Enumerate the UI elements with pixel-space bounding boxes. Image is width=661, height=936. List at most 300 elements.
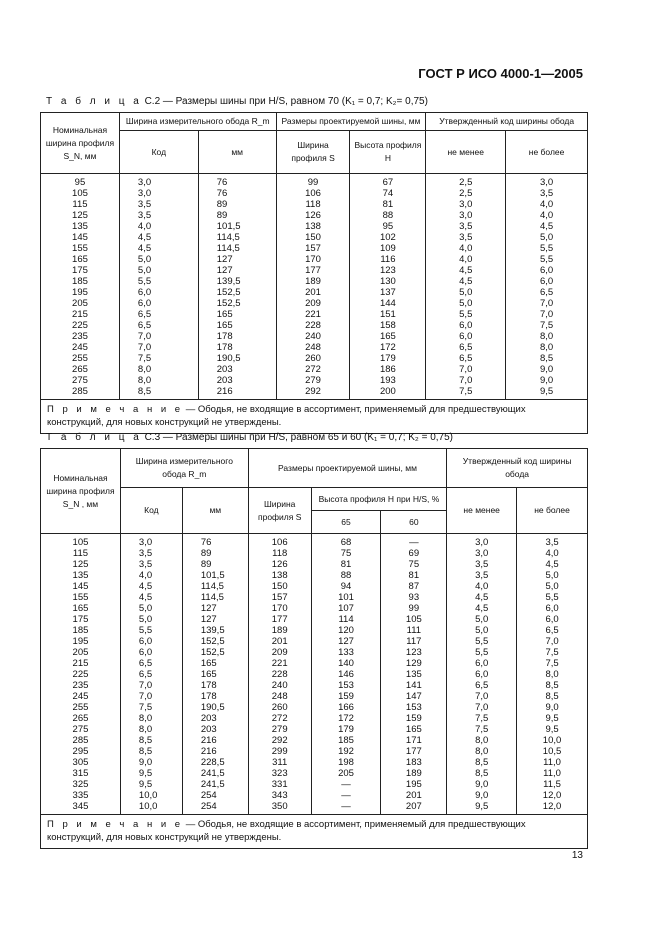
table-cell: 228,5 [182, 757, 248, 768]
table-row [41, 779, 588, 790]
table-cell: 139,5 [182, 625, 248, 636]
table-cell: 6,0 [517, 603, 588, 614]
table-cell: 8,5 [447, 757, 517, 768]
table-cell: 203 [182, 724, 248, 735]
table-cell: 7,5 [119, 353, 198, 364]
table3-header-rim-mm: мм [182, 488, 248, 534]
table-row [41, 265, 588, 276]
table-cell: 155 [41, 592, 121, 603]
table-row [41, 658, 588, 669]
table-cell: 8,5 [517, 691, 588, 702]
table-row [41, 614, 588, 625]
table-row [41, 724, 588, 735]
table-cell: 7,0 [120, 680, 182, 691]
table-cell: 315 [41, 768, 121, 779]
table-cell: 4,5 [506, 221, 588, 232]
table-cell: 81 [381, 570, 447, 581]
table-cell: 118 [276, 199, 350, 210]
table-cell: 209 [248, 647, 311, 658]
table-cell: 105 [381, 614, 447, 625]
table-cell: 12,0 [517, 790, 588, 801]
table-cell: 201 [276, 287, 350, 298]
table-cell: 185 [311, 735, 381, 746]
table-cell: 5,5 [506, 243, 588, 254]
table-cell: 245 [41, 691, 121, 702]
table-cell: 114,5 [198, 232, 276, 243]
table-cell: 6,5 [447, 680, 517, 691]
table3-caption: Т а б л и ц а С.3 — Размеры шины при H/S, равном 65 и 60 (K₁ = 0,7; K₂ = 0,75) [46, 432, 453, 443]
table3-header-design: Размеры проектируемой шины, мм [248, 449, 447, 488]
table-cell: 7,5 [517, 647, 588, 658]
table-cell: 292 [248, 735, 311, 746]
table-cell: 127 [182, 614, 248, 625]
table-cell: 299 [248, 746, 311, 757]
table-cell: 205 [41, 298, 120, 309]
page-number: 13 [571, 850, 583, 861]
table-row [41, 713, 588, 724]
table-cell: 254 [182, 790, 248, 801]
table-cell: 8,5 [120, 746, 182, 757]
table-row [41, 364, 588, 375]
table-cell: 195 [41, 287, 120, 298]
table-cell: 7,0 [120, 691, 182, 702]
table-cell: 5,0 [517, 570, 588, 581]
table-cell: 203 [182, 713, 248, 724]
table-cell: 81 [350, 199, 426, 210]
table-cell: 157 [276, 243, 350, 254]
table-cell: 3,0 [506, 174, 588, 189]
table-cell: 2,5 [426, 188, 506, 199]
table-cell: 185 [41, 625, 121, 636]
table-row [41, 534, 588, 549]
table-cell: 225 [41, 320, 120, 331]
table2-header-rim-code: Код [119, 131, 198, 174]
table-cell: 203 [198, 375, 276, 386]
table-cell: 9,0 [506, 375, 588, 386]
table-row [41, 243, 588, 254]
table-cell: 198 [311, 757, 381, 768]
table-cell: 189 [248, 625, 311, 636]
table-cell: 178 [198, 331, 276, 342]
table-cell: 133 [311, 647, 381, 658]
table-cell: 5,0 [447, 614, 517, 625]
table-cell: 189 [381, 768, 447, 779]
table-cell: 138 [248, 570, 311, 581]
table-cell: 177 [381, 746, 447, 757]
table-cell: 228 [248, 669, 311, 680]
table-cell: 76 [198, 174, 276, 189]
table-cell: 9,0 [120, 757, 182, 768]
table-cell: 5,5 [506, 254, 588, 265]
table-cell: 8,0 [120, 724, 182, 735]
table-cell: 7,0 [517, 636, 588, 647]
table-cell: 335 [41, 790, 121, 801]
table-row [41, 199, 588, 210]
table-cell: 9,0 [517, 702, 588, 713]
table-cell: 8,5 [119, 386, 198, 400]
table2 [40, 112, 588, 434]
table-cell: 10,0 [120, 790, 182, 801]
table-cell: 140 [311, 658, 381, 669]
table-cell: 127 [198, 265, 276, 276]
table-cell: 6,0 [506, 265, 588, 276]
table-cell: 165 [182, 669, 248, 680]
table-cell: 8,0 [506, 342, 588, 353]
table-cell: 101,5 [182, 570, 248, 581]
table-cell: 127 [182, 603, 248, 614]
table-cell: 3,5 [447, 559, 517, 570]
table-cell: 190,5 [182, 702, 248, 713]
table-cell: 123 [381, 647, 447, 658]
table-row [41, 768, 588, 779]
table-cell: 2,5 [426, 174, 506, 189]
table3-header-height: Высота профиля H при H/S, % [311, 488, 447, 511]
table-row [41, 669, 588, 680]
table-cell: 165 [198, 320, 276, 331]
table-cell: 11,0 [517, 757, 588, 768]
table-cell: 101 [311, 592, 381, 603]
table-cell: 152,5 [182, 636, 248, 647]
table-row [41, 581, 588, 592]
table-cell: 343 [248, 790, 311, 801]
table-cell: 153 [381, 702, 447, 713]
table-cell: 159 [381, 713, 447, 724]
table-cell: 81 [311, 559, 381, 570]
table-cell: 158 [350, 320, 426, 331]
table-cell: 3,0 [447, 548, 517, 559]
table-cell: 88 [311, 570, 381, 581]
table-cell: 89 [182, 548, 248, 559]
table-cell: 6,5 [119, 309, 198, 320]
table-cell: 89 [198, 210, 276, 221]
table-cell: 137 [350, 287, 426, 298]
table-cell: 76 [198, 188, 276, 199]
table-cell: 4,5 [517, 559, 588, 570]
table-cell: 195 [381, 779, 447, 790]
table-cell: 248 [248, 691, 311, 702]
table-cell: 5,0 [426, 287, 506, 298]
table-cell: 76 [182, 534, 248, 549]
table-row [41, 210, 588, 221]
table-cell: 125 [41, 210, 120, 221]
table-row [41, 375, 588, 386]
table-cell: 8,5 [517, 680, 588, 691]
table-cell: 9,5 [517, 713, 588, 724]
table-cell: — [311, 790, 381, 801]
table-cell: 3,5 [119, 210, 198, 221]
table-cell: 74 [350, 188, 426, 199]
table3-header-60: 60 [381, 511, 447, 534]
table-cell: 5,0 [506, 232, 588, 243]
table-cell: 165 [198, 309, 276, 320]
table-cell: 9,5 [506, 386, 588, 400]
table-cell: 165 [41, 254, 120, 265]
table2-header-nominal: Номинальная ширина профиля S_N, мм [41, 113, 120, 174]
table-cell: 4,5 [120, 581, 182, 592]
table-cell: 3,5 [517, 534, 588, 549]
table-cell: 7,5 [120, 702, 182, 713]
table-cell: 5,0 [119, 265, 198, 276]
table-cell: 3,0 [426, 199, 506, 210]
table-row [41, 603, 588, 614]
table-cell: 4,0 [447, 581, 517, 592]
table-cell: 129 [381, 658, 447, 669]
table-cell: 10,0 [120, 801, 182, 815]
table-cell: 165 [381, 724, 447, 735]
document-id: ГОСТ Р ИСО 4000-1—2005 [418, 66, 583, 81]
table-row [41, 276, 588, 287]
table-cell: 3,0 [426, 210, 506, 221]
table-cell: 3,0 [119, 174, 198, 189]
table-cell: 95 [41, 174, 120, 189]
table-cell: 6,0 [119, 298, 198, 309]
table-cell: 6,5 [426, 342, 506, 353]
table-cell: 126 [276, 210, 350, 221]
table-cell: 5,0 [426, 298, 506, 309]
table-cell: 150 [276, 232, 350, 243]
table-cell: 345 [41, 801, 121, 815]
table-cell: 67 [350, 174, 426, 189]
table-cell: 4,0 [506, 199, 588, 210]
table-cell: 203 [198, 364, 276, 375]
table-cell: 89 [198, 199, 276, 210]
table-cell: 7,5 [426, 386, 506, 400]
table-cell: 292 [276, 386, 350, 400]
table3-header-nominal: Номинальная ширина профиля S_N , мм [41, 449, 121, 534]
table-cell: 127 [198, 254, 276, 265]
table-cell: 245 [41, 342, 120, 353]
table-cell: 88 [350, 210, 426, 221]
table-row [41, 309, 588, 320]
table3-header-width: Ширина профиля S [248, 488, 311, 534]
table-cell: 93 [381, 592, 447, 603]
table-cell: 118 [248, 548, 311, 559]
table-cell: 151 [350, 309, 426, 320]
table-cell: 152,5 [182, 647, 248, 658]
table-cell: 305 [41, 757, 121, 768]
table-cell: 165 [350, 331, 426, 342]
table-cell: 106 [276, 188, 350, 199]
table-cell: 3,0 [447, 534, 517, 549]
table-cell: 260 [248, 702, 311, 713]
table-cell: 311 [248, 757, 311, 768]
table-row [41, 801, 588, 815]
table-cell: 3,5 [119, 199, 198, 210]
table-cell: 105 [41, 534, 121, 549]
table-cell: 114,5 [182, 592, 248, 603]
table-cell: 200 [350, 386, 426, 400]
table-row [41, 221, 588, 232]
table-cell: 145 [41, 581, 121, 592]
table-cell: 241,5 [182, 768, 248, 779]
table-cell: 6,0 [517, 614, 588, 625]
table-cell: 6,0 [120, 647, 182, 658]
table-cell: 255 [41, 353, 120, 364]
table-row [41, 298, 588, 309]
table-cell: 240 [276, 331, 350, 342]
table-cell: 5,0 [120, 614, 182, 625]
table-cell: 7,5 [447, 713, 517, 724]
table2-caption: Т а б л и ц а С.2 — Размеры шины при H/S, равном 70 (K₁ = 0,7; K₂= 0,75) [46, 96, 428, 107]
table-cell: 6,5 [517, 625, 588, 636]
table-cell: 170 [276, 254, 350, 265]
table-cell: 248 [276, 342, 350, 353]
table-cell: 7,0 [447, 691, 517, 702]
table-cell: 5,5 [119, 276, 198, 287]
table-cell: 4,5 [426, 265, 506, 276]
table-cell: 120 [311, 625, 381, 636]
table-cell: 115 [41, 548, 121, 559]
table-cell: 11,5 [517, 779, 588, 790]
table-cell: 172 [350, 342, 426, 353]
table-cell: 6,0 [426, 331, 506, 342]
table-cell: 254 [182, 801, 248, 815]
table-cell: 4,0 [506, 210, 588, 221]
table3-body [41, 534, 588, 815]
table-cell: 11,0 [517, 768, 588, 779]
table-cell: 7,0 [506, 298, 588, 309]
table-row [41, 691, 588, 702]
table-cell: 193 [350, 375, 426, 386]
table-cell: 275 [41, 724, 121, 735]
table-cell: 150 [248, 581, 311, 592]
table2-note: П р и м е ч а н и е — Ободья, не входящие в ассортимент, применяемый для предшествующих конструкций, для новых конструкций не утверждены. [41, 400, 588, 434]
table-cell: 69 [381, 548, 447, 559]
table-cell: 75 [381, 559, 447, 570]
table-cell: 145 [41, 232, 120, 243]
table-cell: 5,0 [517, 581, 588, 592]
table-cell: 3,5 [120, 548, 182, 559]
table-cell: 177 [248, 614, 311, 625]
table-cell: 5,5 [447, 647, 517, 658]
table-cell: 7,0 [426, 364, 506, 375]
table3-note: П р и м е ч а н и е — Ободья, не входящие в ассортимент, применяемый для предшествующих конструкций, для новых конструкций не утверждены. [41, 815, 588, 849]
table2-header-rim-mm: мм [198, 131, 276, 174]
table-cell: 221 [248, 658, 311, 669]
table-cell: 216 [182, 735, 248, 746]
table-cell: 5,0 [119, 254, 198, 265]
table-cell: 195 [41, 636, 121, 647]
table-cell: 279 [276, 375, 350, 386]
table-cell: 6,5 [426, 353, 506, 364]
table-cell: 201 [381, 790, 447, 801]
table-cell: 3,0 [120, 534, 182, 549]
table-row [41, 592, 588, 603]
table-cell: 135 [41, 570, 121, 581]
table-cell: 117 [381, 636, 447, 647]
table-row [41, 746, 588, 757]
table-cell: 146 [311, 669, 381, 680]
table-cell: 111 [381, 625, 447, 636]
table-row [41, 386, 588, 400]
table-cell: 179 [350, 353, 426, 364]
table-cell: 9,0 [506, 364, 588, 375]
table-cell: 216 [182, 746, 248, 757]
table-cell: 215 [41, 309, 120, 320]
table-cell: 155 [41, 243, 120, 254]
table-cell: 272 [276, 364, 350, 375]
table-cell: 7,5 [447, 724, 517, 735]
table-cell: 147 [381, 691, 447, 702]
table-cell: 4,0 [426, 243, 506, 254]
table-cell: 265 [41, 364, 120, 375]
table-cell: 94 [311, 581, 381, 592]
table-cell: 4,5 [426, 276, 506, 287]
table-cell: 4,5 [447, 603, 517, 614]
table-cell: 68 [311, 534, 381, 549]
table-cell: 114,5 [198, 243, 276, 254]
table-cell: 260 [276, 353, 350, 364]
table-cell: 6,5 [120, 669, 182, 680]
table-cell: 4,0 [426, 254, 506, 265]
table2-header-code: Утвержденный код ширины обода [426, 113, 588, 131]
table-cell: 87 [381, 581, 447, 592]
table-cell: 172 [311, 713, 381, 724]
table-cell: 285 [41, 386, 120, 400]
table-cell: 8,5 [506, 353, 588, 364]
table3 [40, 448, 588, 849]
table-cell: 190,5 [198, 353, 276, 364]
table-cell: 225 [41, 669, 121, 680]
table-cell: 152,5 [198, 298, 276, 309]
table-row [41, 570, 588, 581]
table-cell: 6,0 [426, 320, 506, 331]
table-cell: 107 [311, 603, 381, 614]
table2-header-design: Размеры проектируемой шины, мм [276, 113, 426, 131]
table-cell: 6,5 [506, 287, 588, 298]
table-cell: 3,5 [447, 570, 517, 581]
table-row [41, 287, 588, 298]
table3-header-min: не менее [447, 488, 517, 534]
table-cell: 6,0 [119, 287, 198, 298]
table2-header-rim: Ширина измерительного обода R_m [119, 113, 276, 131]
table-cell: 4,5 [447, 592, 517, 603]
table-cell: 175 [41, 265, 120, 276]
table-cell: 123 [350, 265, 426, 276]
table-row [41, 735, 588, 746]
table-cell: 105 [41, 188, 120, 199]
table-cell: 331 [248, 779, 311, 790]
table-cell: 115 [41, 199, 120, 210]
table-row [41, 254, 588, 265]
table-cell: 5,0 [120, 603, 182, 614]
table-cell: 10,0 [517, 735, 588, 746]
table-cell: 240 [248, 680, 311, 691]
table-cell: 165 [41, 603, 121, 614]
table-cell: 5,5 [120, 625, 182, 636]
table-row [41, 559, 588, 570]
table2-body [41, 174, 588, 400]
table-cell: 99 [276, 174, 350, 189]
table-cell: — [381, 534, 447, 549]
table-cell: 295 [41, 746, 121, 757]
table-cell: 6,0 [506, 276, 588, 287]
table-cell: 99 [381, 603, 447, 614]
table-cell: 4,5 [119, 243, 198, 254]
table-cell: 279 [248, 724, 311, 735]
table-cell: 9,0 [447, 790, 517, 801]
table-cell: 3,5 [426, 221, 506, 232]
table3-header-rim: Ширина измерительного обода R_m [120, 449, 248, 488]
table-cell: 323 [248, 768, 311, 779]
table-cell: 8,0 [120, 713, 182, 724]
table-cell: 8,5 [447, 768, 517, 779]
table-cell: 9,5 [517, 724, 588, 735]
table-cell: 12,0 [517, 801, 588, 815]
table-row [41, 320, 588, 331]
table-cell: 102 [350, 232, 426, 243]
table-cell: 272 [248, 713, 311, 724]
